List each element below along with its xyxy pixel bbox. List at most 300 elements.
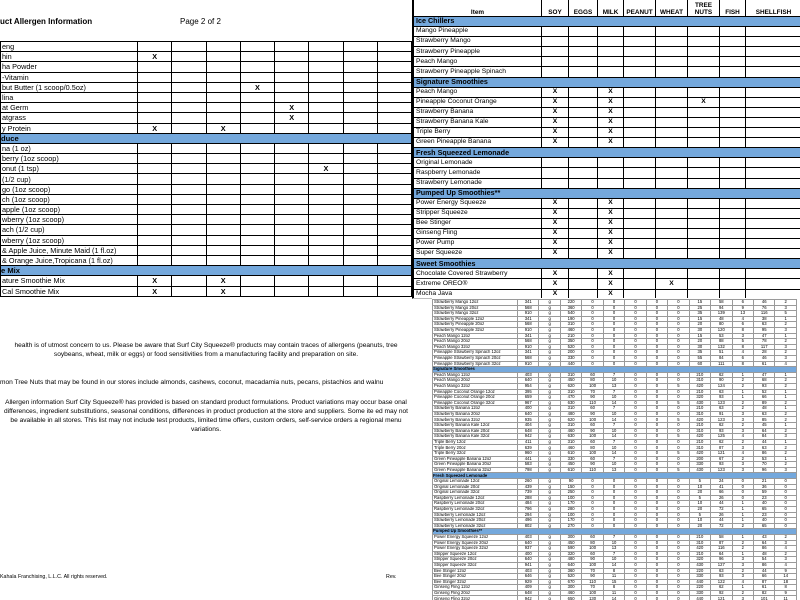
- nutrition-value: 0: [625, 523, 646, 529]
- nutrition-value: 0: [603, 512, 624, 518]
- nutrition-value: 910: [518, 327, 539, 333]
- item-name: Original Lemonade 20oz: [433, 484, 518, 490]
- nutrition-value: 0: [646, 512, 667, 518]
- allergen-cell: [746, 158, 800, 168]
- allergen-mark: X: [688, 97, 720, 107]
- allergen-cell: [656, 218, 688, 228]
- nutrition-value: 127: [711, 562, 732, 568]
- nutrition-value: g: [539, 484, 560, 490]
- allergen-cell: [688, 47, 720, 57]
- nutrition-value: 220: [560, 300, 581, 306]
- allergen-cell: [343, 72, 377, 82]
- allergen-cell: [720, 138, 746, 148]
- nutrition-value: 0: [625, 361, 646, 367]
- nutrition-value: 0: [582, 495, 603, 501]
- allergen-cell: [172, 225, 206, 235]
- nutrition-value: 0: [646, 300, 667, 306]
- allergen-cell: [309, 225, 343, 235]
- allergen-mark: X: [598, 289, 624, 299]
- nutrition-value: 47: [753, 372, 774, 378]
- allergen-cell: [309, 154, 343, 164]
- section-label: Pumped Up Smoothies**: [433, 529, 797, 535]
- nutrition-value: 94: [711, 305, 732, 311]
- nutrition-value: 0: [646, 557, 667, 563]
- allergen-mark: X: [542, 107, 569, 117]
- nutrition-value: 0: [668, 361, 689, 367]
- allergen-cell: [377, 245, 411, 255]
- table-row: [1, 276, 412, 286]
- nutrition-value: 540: [560, 311, 581, 317]
- allergen-cell: [309, 82, 343, 92]
- allergen-cell: [688, 27, 720, 37]
- nutrition-value: 139: [711, 311, 732, 317]
- allergen-cell: [343, 225, 377, 235]
- nutrition-value: 0: [646, 344, 667, 350]
- nutrition-value: 0: [668, 518, 689, 524]
- nutrition-value: 411: [518, 439, 539, 445]
- nutrition-value: 0: [625, 311, 646, 317]
- nutrition-value: 3: [775, 540, 797, 546]
- allergen-cell: [240, 235, 274, 245]
- nutrition-value: 0: [582, 339, 603, 345]
- allergen-cell: [377, 215, 411, 225]
- allergen-cell: [542, 67, 569, 77]
- item-name: Raspberry Lemonade: [414, 168, 542, 178]
- allergen-table-right: [413, 0, 800, 299]
- nutrition-value: 0: [625, 350, 646, 356]
- allergen-cell: [138, 194, 172, 204]
- nutrition-value: 0: [668, 557, 689, 563]
- nutrition-value: 2: [732, 456, 753, 462]
- allergen-mark: X: [138, 286, 172, 296]
- item-name: Pineapple Coconut Orange 20oz: [433, 395, 518, 401]
- item-name: ature Smoothie Mix: [1, 276, 138, 286]
- item-name: Triple Berry 12oz: [433, 439, 518, 445]
- allergen-cell: [656, 138, 688, 148]
- allergen-cell: [206, 42, 240, 52]
- allergen-cell: [206, 194, 240, 204]
- nutrition-value: 630: [560, 434, 581, 440]
- item-name: Strawberry Pineapple 20oz: [433, 322, 518, 328]
- allergen-cell: [624, 97, 656, 107]
- table-row: [414, 57, 800, 67]
- allergen-cell: [240, 245, 274, 255]
- table-row: [1, 286, 412, 296]
- nutrition-value: 310: [560, 423, 581, 429]
- nutrition-value: 440: [689, 596, 710, 600]
- nutrition-value: 70: [753, 462, 774, 468]
- nutrition-value: 0: [668, 501, 689, 507]
- allergen-cell: [138, 143, 172, 153]
- nutrition-value: 568: [518, 355, 539, 361]
- item-name: eng: [1, 42, 138, 52]
- allergen-cell: [569, 97, 598, 107]
- nutrition-value: 87: [753, 579, 774, 585]
- column-header-shellfish: SHELLFISH: [746, 0, 800, 17]
- nutrition-value: g: [539, 590, 560, 596]
- item-name: Chocolate Covered Strawberry: [414, 269, 542, 279]
- nutrition-value: 0: [646, 400, 667, 406]
- nutrition-value: g: [539, 428, 560, 434]
- nutrition-value: 320: [560, 551, 581, 557]
- nutrition-value: 2: [775, 300, 797, 306]
- table-row: [1, 92, 412, 102]
- nutrition-value: 1: [775, 439, 797, 445]
- nutrition-value: 0: [646, 501, 667, 507]
- nutrition-value: g: [539, 568, 560, 574]
- nutrition-value: 0: [646, 395, 667, 401]
- allergen-mark: X: [542, 97, 569, 107]
- nutrition-value: 420: [689, 417, 710, 423]
- table-row: [1, 123, 412, 133]
- allergen-cell: [569, 218, 598, 228]
- item-name: Peach Mango 32oz: [433, 383, 518, 389]
- item-name: Mango Pineapple: [414, 27, 542, 37]
- nutrition-value: 1: [732, 506, 753, 512]
- section-label: Pumped Up Smoothies**: [414, 188, 800, 198]
- allergen-cell: [688, 279, 720, 289]
- nutrition-value: 2: [775, 451, 797, 457]
- allergen-cell: [206, 82, 240, 92]
- nutrition-value: 0: [668, 495, 689, 501]
- nutrition-value: 13: [603, 383, 624, 389]
- allergen-cell: [309, 62, 343, 72]
- allergen-cell: [240, 113, 274, 123]
- allergen-mark: X: [542, 208, 569, 218]
- nutrition-value: 89: [753, 400, 774, 406]
- nutrition-value: 0: [625, 490, 646, 496]
- nutrition-value: 450: [560, 378, 581, 384]
- nutrition-value: 910: [518, 311, 539, 317]
- allergen-cell: [172, 245, 206, 255]
- nutrition-value: 0: [668, 372, 689, 378]
- allergen-cell: [275, 123, 309, 133]
- item-name: Original Lemonade 12oz: [433, 479, 518, 485]
- nutrition-value: 93: [711, 395, 732, 401]
- nutrition-value: 54: [753, 557, 774, 563]
- nutrition-value: 0: [646, 439, 667, 445]
- item-name: Pineapple Coconut Orange 12oz: [433, 389, 518, 395]
- table-row: [414, 198, 800, 208]
- nutrition-value: 11: [775, 596, 797, 600]
- allergen-cell: [688, 87, 720, 97]
- nutrition-value: 648: [518, 428, 539, 434]
- nutrition-value: 0: [646, 523, 667, 529]
- nutrition-value: 0: [646, 568, 667, 574]
- allergen-cell: [172, 194, 206, 204]
- table-row: [414, 269, 800, 279]
- nutrition-value: 350: [560, 339, 581, 345]
- nutrition-value: 87: [711, 540, 732, 546]
- allergen-cell: [624, 198, 656, 208]
- nutrition-value: 440: [689, 579, 710, 585]
- nutrition-value: 0: [775, 506, 797, 512]
- nutrition-value: 0: [668, 395, 689, 401]
- nutrition-value: 90: [582, 395, 603, 401]
- allergen-cell: [542, 158, 569, 168]
- allergen-cell: [309, 184, 343, 194]
- nutrition-value: 2: [775, 350, 797, 356]
- nutrition-value: 0: [625, 451, 646, 457]
- item-name: Strawberry Banana: [414, 107, 542, 117]
- nutrition-table: [432, 299, 797, 600]
- nutrition-value: 10: [603, 540, 624, 546]
- allergen-cell: [343, 123, 377, 133]
- nutrition-value: 0: [625, 596, 646, 600]
- nutrition-value: 450: [560, 540, 581, 546]
- allergen-cell: [138, 154, 172, 164]
- nutrition-value: 7: [603, 534, 624, 540]
- nutrition-value: 430: [689, 400, 710, 406]
- allergen-cell: [206, 113, 240, 123]
- nutrition-value: 0: [646, 378, 667, 384]
- nutrition-value: 967: [518, 400, 539, 406]
- nutrition-value: 110: [582, 400, 603, 406]
- nutrition-value: 1: [775, 395, 797, 401]
- nutrition-value: 1: [732, 585, 753, 591]
- column-header-fish: FISH: [720, 0, 746, 17]
- nutrition-value: 61: [753, 585, 774, 591]
- nutrition-value: 0: [603, 316, 624, 322]
- nutrition-value: 0: [625, 428, 646, 434]
- nutrition-value: 0: [646, 355, 667, 361]
- nutrition-value: 1: [775, 406, 797, 412]
- nutrition-value: 110: [582, 467, 603, 473]
- allergen-mark: X: [542, 289, 569, 299]
- allergen-cell: [656, 239, 688, 249]
- allergen-cell: [746, 178, 800, 188]
- allergen-cell: [688, 37, 720, 47]
- nutrition-value: g: [539, 383, 560, 389]
- allergen-cell: [172, 82, 206, 92]
- nutrition-value: 66: [711, 490, 732, 496]
- nutrition-value: 28: [753, 350, 774, 356]
- nutrition-value: 68: [753, 378, 774, 384]
- nutrition-value: 0: [625, 400, 646, 406]
- allergen-cell: [720, 249, 746, 259]
- nutrition-value: 13: [732, 311, 753, 317]
- nutrition-value: g: [539, 339, 560, 345]
- nutrition-value: 1: [775, 456, 797, 462]
- nutrition-value: g: [539, 462, 560, 468]
- nutrition-value: 430: [689, 467, 710, 473]
- nutrition-value: 310: [689, 540, 710, 546]
- allergen-cell: [688, 239, 720, 249]
- allergen-cell: [720, 128, 746, 138]
- allergen-cell: [377, 92, 411, 102]
- nutrition-value: 300: [560, 585, 581, 591]
- table-row: [414, 239, 800, 249]
- nutrition-value: 3: [732, 411, 753, 417]
- nutrition-value: 124: [711, 383, 732, 389]
- allergen-mark: X: [240, 82, 274, 92]
- nutrition-value: 0: [582, 355, 603, 361]
- nutrition-value: 87: [711, 445, 732, 451]
- nutrition-value: 2: [775, 551, 797, 557]
- nutrition-value: 484: [518, 501, 539, 507]
- table-row: [1, 164, 412, 174]
- nutrition-value: 650: [560, 596, 581, 600]
- allergen-cell: [172, 286, 206, 296]
- nutrition-value: 63: [753, 322, 774, 328]
- column-header-tree-nuts: TREE NUTS: [688, 0, 720, 17]
- nutrition-value: 942: [518, 596, 539, 600]
- nutrition-value: 0: [646, 551, 667, 557]
- nutrition-value: 18: [775, 579, 797, 585]
- nutrition-value: g: [539, 300, 560, 306]
- nutrition-value: 630: [560, 400, 581, 406]
- allergen-cell: [624, 228, 656, 238]
- nutrition-value: 4: [732, 316, 753, 322]
- table-row: [433, 546, 797, 552]
- nutrition-value: 2: [775, 383, 797, 389]
- nutrition-value: 10: [603, 462, 624, 468]
- nutrition-value: 60: [582, 534, 603, 540]
- allergen-cell: [569, 128, 598, 138]
- allergen-cell: [172, 42, 206, 52]
- table-row: [433, 428, 797, 434]
- nutrition-value: 96: [711, 557, 732, 563]
- table-row: [414, 27, 800, 37]
- allergen-cell: [206, 245, 240, 255]
- allergen-cell: [206, 225, 240, 235]
- nutrition-value: 93: [711, 574, 732, 580]
- nutrition-value: 0: [625, 568, 646, 574]
- nutrition-value: 1: [775, 372, 797, 378]
- allergen-cell: [569, 27, 598, 37]
- nutrition-value: 93: [711, 462, 732, 468]
- item-name: ach (1/2 cup): [1, 225, 138, 235]
- nutrition-value: 300: [560, 534, 581, 540]
- nutrition-value: 60: [582, 372, 603, 378]
- section-label: Sweet Smoothies: [414, 259, 800, 269]
- item-name: ha Powder: [1, 62, 138, 72]
- allergen-cell: [275, 52, 309, 62]
- nutrition-value: 568: [518, 339, 539, 345]
- allergen-cell: [656, 97, 688, 107]
- allergen-cell: [240, 255, 274, 265]
- table-row: [414, 218, 800, 228]
- item-name: Strawberry Lemonade 12oz: [433, 512, 518, 518]
- allergen-cell: [343, 235, 377, 245]
- table-row: [414, 37, 800, 47]
- nutrition-value: 5: [668, 467, 689, 473]
- allergen-cell: [569, 117, 598, 127]
- nutrition-value: 0: [668, 445, 689, 451]
- item-name: Power Energy Squeeze 12oz: [433, 534, 518, 540]
- item-name: Stripper Squeeze 20oz: [433, 557, 518, 563]
- allergen-cell: [598, 158, 624, 168]
- nutrition-value: 2: [775, 534, 797, 540]
- allergen-cell: [275, 174, 309, 184]
- allergen-cell: [172, 123, 206, 133]
- nutrition-value: 0: [668, 462, 689, 468]
- nutrition-value: 0: [582, 327, 603, 333]
- allergen-cell: [172, 205, 206, 215]
- allergen-mark: X: [656, 279, 688, 289]
- allergen-cell: [746, 138, 800, 148]
- nutrition-value: 260: [518, 479, 539, 485]
- allergen-cell: [746, 87, 800, 97]
- item-name: go (1oz scoop): [1, 184, 138, 194]
- nutrition-value: 8: [732, 327, 753, 333]
- nutrition-value: 13: [603, 467, 624, 473]
- item-name: y Protein: [1, 123, 138, 133]
- allergen-cell: [240, 103, 274, 113]
- allergen-cell: [598, 27, 624, 37]
- nutrition-value: 0: [668, 439, 689, 445]
- allergen-cell: [688, 269, 720, 279]
- section-label: duce: [1, 133, 412, 143]
- nutrition-value: 1: [732, 372, 753, 378]
- nutrition-value: g: [539, 456, 560, 462]
- table-row: [414, 208, 800, 218]
- allergen-cell: [240, 72, 274, 82]
- nutrition-value: 1: [732, 395, 753, 401]
- nutrition-value: 5: [689, 479, 710, 485]
- nutrition-value: g: [539, 350, 560, 356]
- allergen-cell: [377, 62, 411, 72]
- allergen-cell: [206, 205, 240, 215]
- item-name: Raspberry Lemonade 32oz: [433, 506, 518, 512]
- allergen-cell: [343, 113, 377, 123]
- nutrition-value: 3: [775, 467, 797, 473]
- item-name: Strawberry Banana Kale 12oz: [433, 423, 518, 429]
- nutrition-value: g: [539, 372, 560, 378]
- allergen-cell: [598, 47, 624, 57]
- allergen-cell: [343, 255, 377, 265]
- item-name: Green Pineapple Banana: [414, 138, 542, 148]
- nutrition-value: 9: [732, 305, 753, 311]
- allergen-cell: [172, 184, 206, 194]
- allergen-cell: [138, 235, 172, 245]
- allergen-cell: [240, 225, 274, 235]
- nutrition-value: 0: [625, 383, 646, 389]
- item-name: Strawberry Pineapple 32oz: [433, 327, 518, 333]
- nutrition-value: 310: [689, 428, 710, 434]
- item-name: & Orange Juice,Tropicana (1 fl.oz): [1, 255, 138, 265]
- nutrition-value: 670: [560, 579, 581, 585]
- nutrition-value: 460: [560, 327, 581, 333]
- allergen-cell: [656, 128, 688, 138]
- item-name: Stripper Squeeze 32oz: [433, 562, 518, 568]
- nutrition-value: g: [539, 523, 560, 529]
- allergen-cell: [172, 255, 206, 265]
- allergen-cell: [720, 178, 746, 188]
- nutrition-value: 170: [560, 501, 581, 507]
- nutrition-value: 210: [689, 423, 710, 429]
- nutrition-value: 7: [603, 439, 624, 445]
- nutrition-value: 620: [560, 417, 581, 423]
- allergen-cell: [138, 174, 172, 184]
- nutrition-value: 310: [689, 378, 710, 384]
- item-name: but Butter (1 scoop/0.5oz): [1, 82, 138, 92]
- nutrition-value: 47: [753, 333, 774, 339]
- nutrition-value: 5: [668, 417, 689, 423]
- item-name: Strawberry Pineapple: [414, 47, 542, 57]
- revision-footer: Rev.: [386, 574, 397, 580]
- nutrition-value: 123: [711, 467, 732, 473]
- item-name: Strawberry Mango 32oz: [433, 311, 518, 317]
- item-name: Bee Stinger 20oz: [433, 574, 518, 580]
- nutrition-value: 220: [689, 585, 710, 591]
- nutrition-value: 0: [668, 546, 689, 552]
- allergen-table-left: [0, 41, 412, 297]
- item-name: Power Pump: [414, 239, 542, 249]
- nutrition-value: 341: [518, 350, 539, 356]
- allergen-mark: X: [138, 52, 172, 62]
- table-row: [414, 97, 800, 107]
